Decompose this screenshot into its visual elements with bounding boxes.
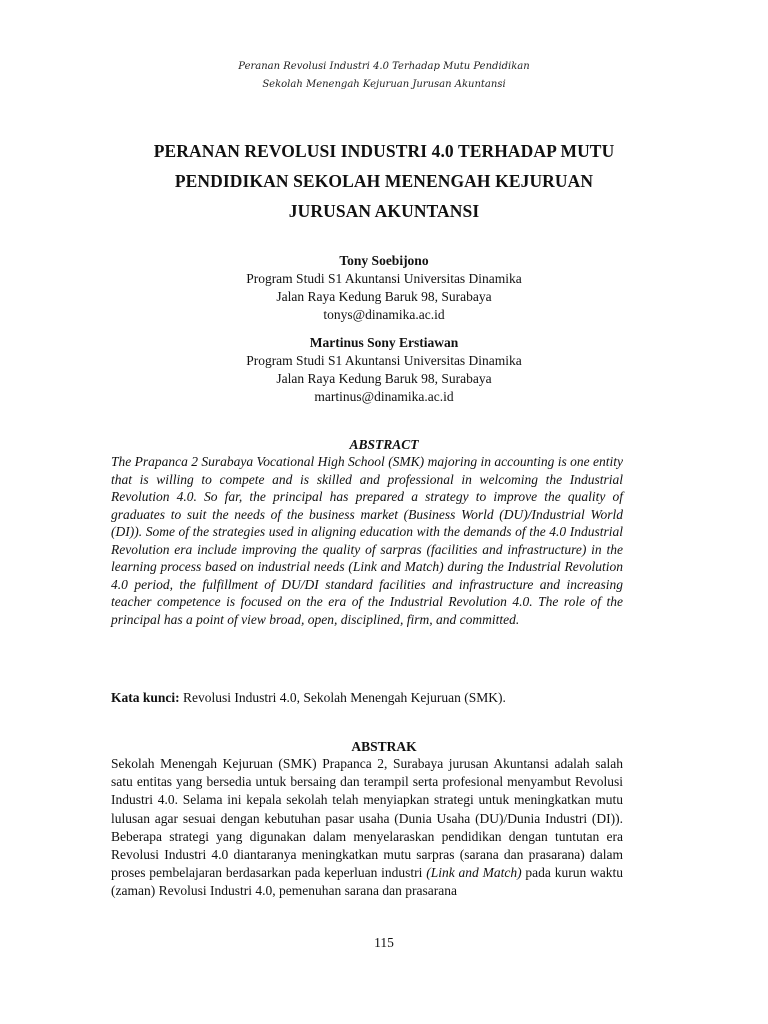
keywords-text: Revolusi Industri 4.0, Sekolah Menengah Kejuruan (SMK). (179, 690, 506, 705)
author-email[interactable]: tonys@dinamika.ac.id (323, 307, 445, 322)
keywords (111, 689, 651, 707)
abstract-heading: ABSTRACT (349, 437, 419, 452)
abstrak-text-part-1: Sekolah Menengah Kejuruan (SMK) Prapanca 2, Surabaya jurusan Akuntansi adalah salah satu entitas yang bersedia untuk bersaing dan terampil serta profesional menyambut Revolusi Industri 4.0. Selama ini kepala sekolah telah menyiapkan strategi untuk meningkatkan mutu lulusan agar sesuai dengan kebutuhan pasar usaha (Dunia Usaha (DU)/Dunia Industri (DI)). Beberapa strategi yang digunakan dalam menyelaraskan pendidikan dengan tuntutan era Revolusi Industri 4.0 diantaranya meningkatkan mutu sarpras (sarana dan prasarana) dalam proses pembelajaran berdasarkan pada keperluan industri (111, 756, 623, 881)
abstrak-text-italic: (Link and Match) (426, 865, 522, 881)
author-affiliation: Program Studi S1 Akuntansi Universitas Dinamika (246, 271, 522, 286)
running-head (0, 58, 768, 94)
page-number: 115 (374, 935, 394, 950)
abstrak-text (111, 755, 623, 901)
running-head-line-1: Peranan Revolusi Industri 4.0 Terhadap Mutu Pendidikan (238, 61, 530, 72)
paper-title (100, 136, 668, 226)
author-name: Martinus Sony Erstiawan (309, 335, 459, 350)
title-line-3: JURUSAN AKUNTANSI (288, 201, 480, 221)
keywords-label: Kata kunci: (111, 690, 180, 705)
author-address: Jalan Raya Kedung Baruk 98, Surabaya (276, 289, 492, 304)
author-affiliation: Program Studi S1 Akuntansi Universitas Dinamika (246, 353, 522, 368)
title-line-1: PERANAN REVOLUSI INDUSTRI 4.0 TERHADAP MUTU (153, 141, 615, 161)
abstrak-text-part-2: pada kurun waktu (zaman) Revolusi Industri 4.0, pemenuhan sarana dan prasarana (111, 865, 623, 899)
running-head-line-2: Sekolah Menengah Kejuruan Jurusan Akuntansi (262, 79, 506, 90)
author-name: Tony Soebijono (339, 253, 429, 268)
abstrak-heading: ABSTRAK (351, 739, 417, 754)
author-block-2 (100, 334, 668, 406)
author-address: Jalan Raya Kedung Baruk 98, Surabaya (276, 371, 492, 386)
author-block-1 (100, 252, 668, 324)
title-line-2: PENDIDIKAN SEKOLAH MENENGAH KEJURUAN (174, 171, 594, 191)
author-email[interactable]: martinus@dinamika.ac.id (314, 389, 454, 404)
abstract-text: The Prapanca 2 Surabaya Vocational High School (SMK) majoring in accounting is one entity that is willing to compete and is skilled and professional in welcoming the Industrial Revolution 4.0. So far, the principal has prepared a strategy to improve the quality of graduates to suit the needs of the business market (Business World (DU)/Industrial World (DI)). Some of the strategies used in aligning education with the demands of the 4.0 Industrial Revolution era include improving the quality of sarpras (facilities and infrastructure) in the learning process based on industrial needs (Link and Match) during the Industrial Revolution 4.0 period, the fulfillment of DU/DI standard facilities and infrastructure and increasing teacher competence is focused on the era of the Industrial Revolution 4.0. The role of the principal has a point of view broad, open, disciplined, firm, and committed. (111, 454, 623, 627)
